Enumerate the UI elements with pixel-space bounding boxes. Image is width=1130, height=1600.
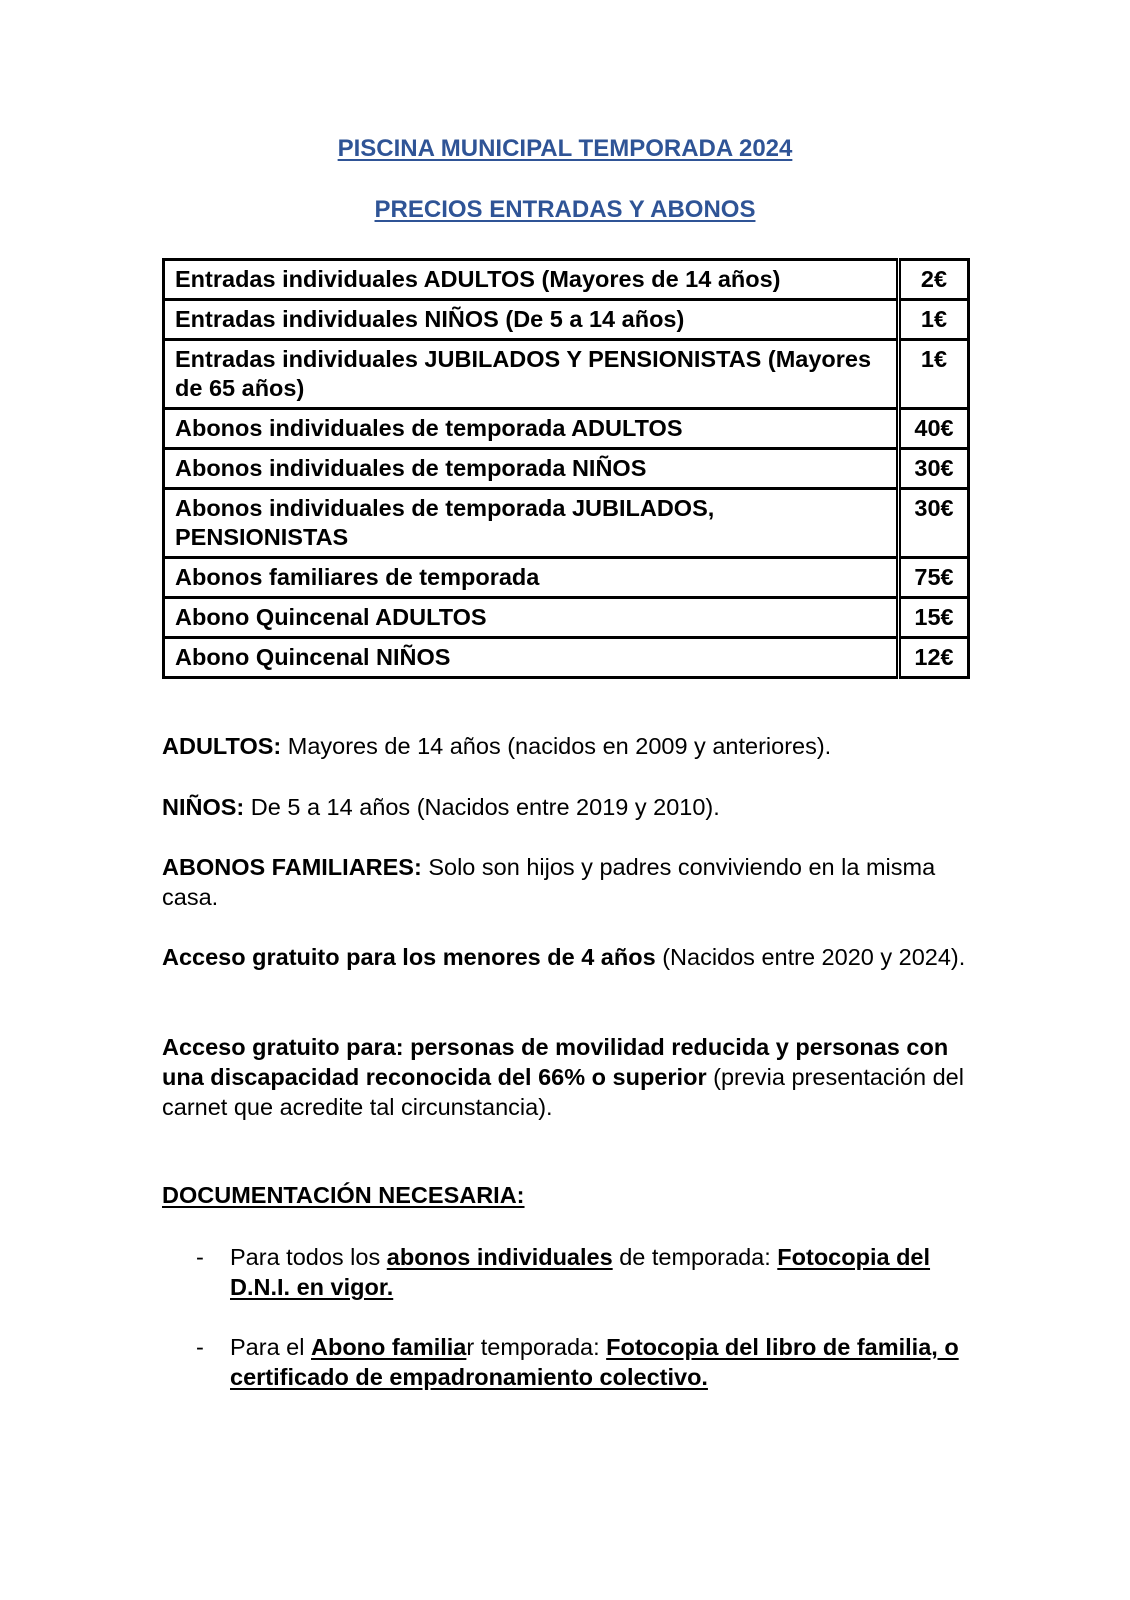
price-row-value: 12€	[899, 638, 969, 678]
doc-item-highlight: Abono familia	[311, 1334, 467, 1360]
price-row	[164, 489, 969, 558]
price-row-value: 1€	[899, 340, 969, 409]
price-row-label: Abonos familiares de temporada	[164, 558, 899, 598]
price-row-label: Entradas individuales JUBILADOS Y PENSIONISTAS (Mayores de 65 años)	[164, 340, 899, 409]
note-adultos	[162, 731, 972, 761]
note-familiares	[162, 852, 972, 912]
price-row	[164, 449, 969, 489]
note-ninos-text: De 5 a 14 años (Nacidos entre 2019 y 2010).	[244, 794, 720, 820]
doc-item-text-pre: Para el	[230, 1334, 311, 1360]
bullet-dash: -	[196, 1334, 204, 1360]
doc-item-individual	[162, 1242, 972, 1302]
note-adultos-label: ADULTOS:	[162, 733, 282, 759]
doc-item-familiar	[162, 1332, 972, 1392]
note-menores	[162, 942, 972, 972]
price-row	[164, 558, 969, 598]
page-title: PISCINA MUNICIPAL TEMPORADA 2024	[337, 135, 793, 162]
price-row-value: 15€	[899, 598, 969, 638]
note-menores-text: (Nacidos entre 2020 y 2024).	[655, 944, 966, 970]
price-row	[164, 300, 969, 340]
documentation-heading: DOCUMENTACIÓN NECESARIA:	[162, 1182, 525, 1208]
price-row	[164, 638, 969, 678]
doc-item-highlight: abonos individuales	[386, 1244, 613, 1270]
price-row	[164, 598, 969, 638]
price-row-label: Abonos individuales de temporada NIÑOS	[164, 449, 899, 489]
price-row-value: 40€	[899, 409, 969, 449]
price-row-value: 30€	[899, 449, 969, 489]
price-row-value: 75€	[899, 558, 969, 598]
note-familiares-text: Solo son hijos y padres conviviendo en la misma casa.	[162, 854, 936, 910]
price-row-label: Abono Quincenal NIÑOS	[164, 638, 899, 678]
note-movilidad-bold: Acceso gratuito para: personas de movilidad reducida y personas con una discapacidad reconocida del 66% o superior	[162, 1034, 949, 1090]
note-movilidad-text: (previa presentación del carnet que acredite tal circunstancia).	[162, 1064, 964, 1120]
doc-item-text-mid: de temporada:	[612, 1244, 778, 1270]
page-subtitle: PRECIOS ENTRADAS Y ABONOS	[374, 196, 756, 223]
price-row-label: Abonos individuales de temporada ADULTOS	[164, 409, 899, 449]
price-row-label: Entradas individuales ADULTOS (Mayores de 14 años)	[164, 260, 899, 300]
note-movilidad	[162, 1032, 972, 1122]
price-row	[164, 260, 969, 300]
doc-item-text-mid: temporada:	[474, 1334, 607, 1360]
doc-item-requirement: Fotocopia del libro de familia, o certificado de empadronamiento colectivo.	[230, 1334, 959, 1390]
doc-item-text-tail: r	[466, 1334, 475, 1360]
note-familiares-label: ABONOS FAMILIARES:	[162, 854, 422, 880]
doc-item-text-pre: Para todos los	[230, 1244, 387, 1270]
doc-item-requirement: Fotocopia del D.N.I. en vigor.	[230, 1244, 931, 1300]
price-table	[162, 258, 970, 679]
price-row	[164, 340, 969, 409]
note-ninos-label: NIÑOS:	[162, 794, 245, 820]
bullet-dash: -	[196, 1244, 204, 1270]
doc-item-individual-text	[230, 1242, 972, 1302]
note-ninos	[162, 792, 972, 822]
note-menores-bold: Acceso gratuito para los menores de 4 años	[162, 944, 656, 970]
price-row-value: 2€	[899, 260, 969, 300]
note-adultos-text: Mayores de 14 años (nacidos en 2009 y anteriores).	[281, 733, 832, 759]
price-row-label: Abono Quincenal ADULTOS	[164, 598, 899, 638]
price-row-value: 30€	[899, 489, 969, 558]
price-row-label: Abonos individuales de temporada JUBILADOS, PENSIONISTAS	[164, 489, 899, 558]
price-row-label: Entradas individuales NIÑOS (De 5 a 14 años)	[164, 300, 899, 340]
doc-item-familiar-text	[230, 1332, 972, 1392]
price-row-value: 1€	[899, 300, 969, 340]
price-row	[164, 409, 969, 449]
